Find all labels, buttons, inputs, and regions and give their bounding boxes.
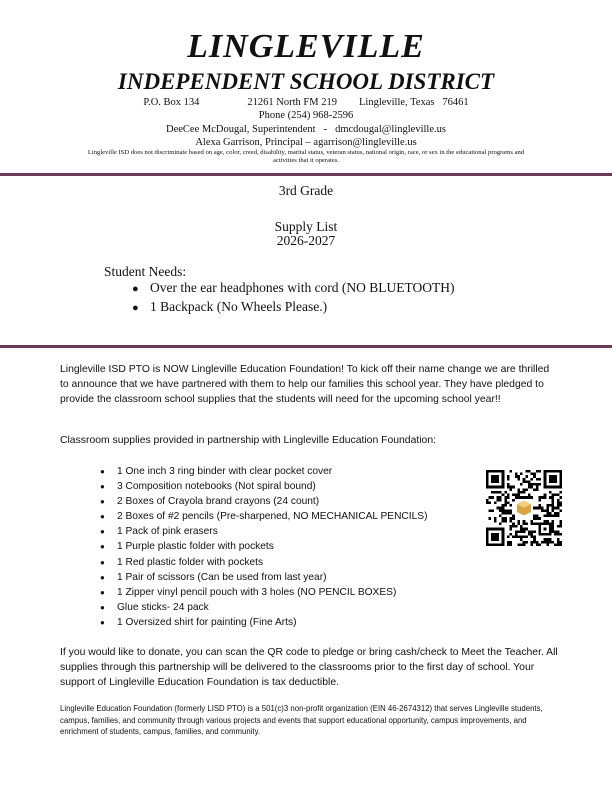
bullet-icon: ● bbox=[100, 602, 105, 612]
po-box: P.O. Box 134 bbox=[143, 97, 200, 108]
superintendent-email: dmcdougal@lingleville.us bbox=[335, 124, 446, 135]
city-state-zip: Lingleville, Texas 76461 bbox=[358, 97, 469, 108]
nondiscrimination-notice: Lingleville ISD does not discriminate based on age, color, creed, disability, marital status, veteran status, national origin, race, or sex in the educational programs and activities that it operates. bbox=[87, 149, 525, 164]
address-line bbox=[0, 97, 612, 108]
list-item: ● Over the ear headphones with cord (NO BLUETOOTH) bbox=[132, 279, 455, 298]
bullet-icon: ● bbox=[132, 283, 139, 295]
phone-number: Phone (254) 968-2596 bbox=[258, 110, 354, 121]
list-item: ● 1 Purple plastic folder with pockets bbox=[100, 541, 274, 553]
list-item: ● 1 One inch 3 ring binder with clear pocket cover bbox=[100, 466, 333, 477]
list-item: ● 3 Composition notebooks (Not spiral bound) bbox=[100, 481, 316, 493]
supply-list-title: Supply List bbox=[274, 219, 338, 234]
principal-line: Alexa Garrison, Principal – agarrison@lingleville.us bbox=[195, 137, 417, 148]
list-item: ● 1 Oversized shirt for painting (Fine Arts) bbox=[100, 616, 297, 628]
bullet-icon: ● bbox=[100, 467, 105, 476]
bullet-icon: ● bbox=[100, 482, 105, 492]
bullet-icon: ● bbox=[100, 617, 105, 627]
bullet-icon: ● bbox=[100, 512, 105, 522]
list-item: ● 2 Boxes of Crayola brand crayons (24 count) bbox=[100, 496, 320, 508]
bullet-icon: ● bbox=[100, 497, 105, 507]
separator: - bbox=[323, 124, 328, 135]
student-needs-label: Student Needs: bbox=[104, 264, 187, 279]
superintendent-line bbox=[0, 124, 612, 135]
street-address: 21261 North FM 219 bbox=[247, 97, 337, 108]
list-item: ● 1 Red plastic folder with pockets bbox=[100, 556, 264, 568]
donation-paragraph: If you would like to donate, you can scan the QR code to pledge or bring cash/check to Meet the Teacher. All supplies through this partnership will be delivered to the classrooms prior to the first day of school. Your support of Lingleville Education Foundation is tax deductible. bbox=[60, 647, 558, 688]
bullet-icon: ● bbox=[100, 542, 105, 552]
bullet-icon: ● bbox=[132, 302, 139, 314]
bullet-icon: ● bbox=[100, 587, 105, 597]
announcement-paragraph: Lingleville ISD PTO is NOW Lingleville Education Foundation! To kick off their name change we are thrilled to announce that we have partnered with them to help our families this school year. They have pledged to provide the classroom school supplies that the students will need for the upcoming school year!! bbox=[60, 364, 550, 405]
bullet-icon: ● bbox=[100, 527, 105, 537]
header-divider bbox=[0, 173, 612, 176]
district-type: INDEPENDENT SCHOOL DISTRICT bbox=[117, 69, 495, 94]
list-item: ● 1 Backpack (No Wheels Please.) bbox=[132, 298, 455, 317]
section-divider bbox=[0, 345, 612, 348]
list-item: ● 2 Boxes of #2 pencils (Pre-sharpened, NO MECHANICAL PENCILS) bbox=[100, 511, 428, 523]
superintendent-name: DeeCee McDougal, Superintendent bbox=[166, 124, 316, 135]
grade-label: 3rd Grade bbox=[278, 183, 334, 198]
supplies-intro: Classroom supplies provided in partnership with Lingleville Education Foundation: bbox=[60, 435, 437, 446]
qr-code-icon[interactable] bbox=[486, 470, 562, 546]
bullet-icon: ● bbox=[100, 557, 105, 567]
list-item: ● 1 Zipper vinyl pencil pouch with 3 holes (NO PENCIL BOXES) bbox=[100, 586, 397, 598]
list-item: ● 1 Pack of pink erasers bbox=[100, 526, 218, 538]
list-item: ● 1 Pair of scissors (Can be used from last year) bbox=[100, 571, 327, 583]
list-item: ● Glue sticks- 24 pack bbox=[100, 601, 209, 613]
district-name: LINGLEVILLE bbox=[187, 28, 425, 65]
student-needs-list bbox=[132, 279, 455, 317]
foundation-note: Lingleville Education Foundation (formerly LISD PTO) is a 501(c)3 non-profit organization (EIN 46-2674312) that serves Lingleville students, campus, families, and community through various projects and events that support educational opportunity, campus improvements, and enrichment of students, campus, families, and community. bbox=[60, 704, 543, 736]
school-year: 2026-2027 bbox=[276, 233, 336, 248]
classroom-supplies-list bbox=[100, 464, 427, 630]
bullet-icon: ● bbox=[100, 572, 105, 582]
